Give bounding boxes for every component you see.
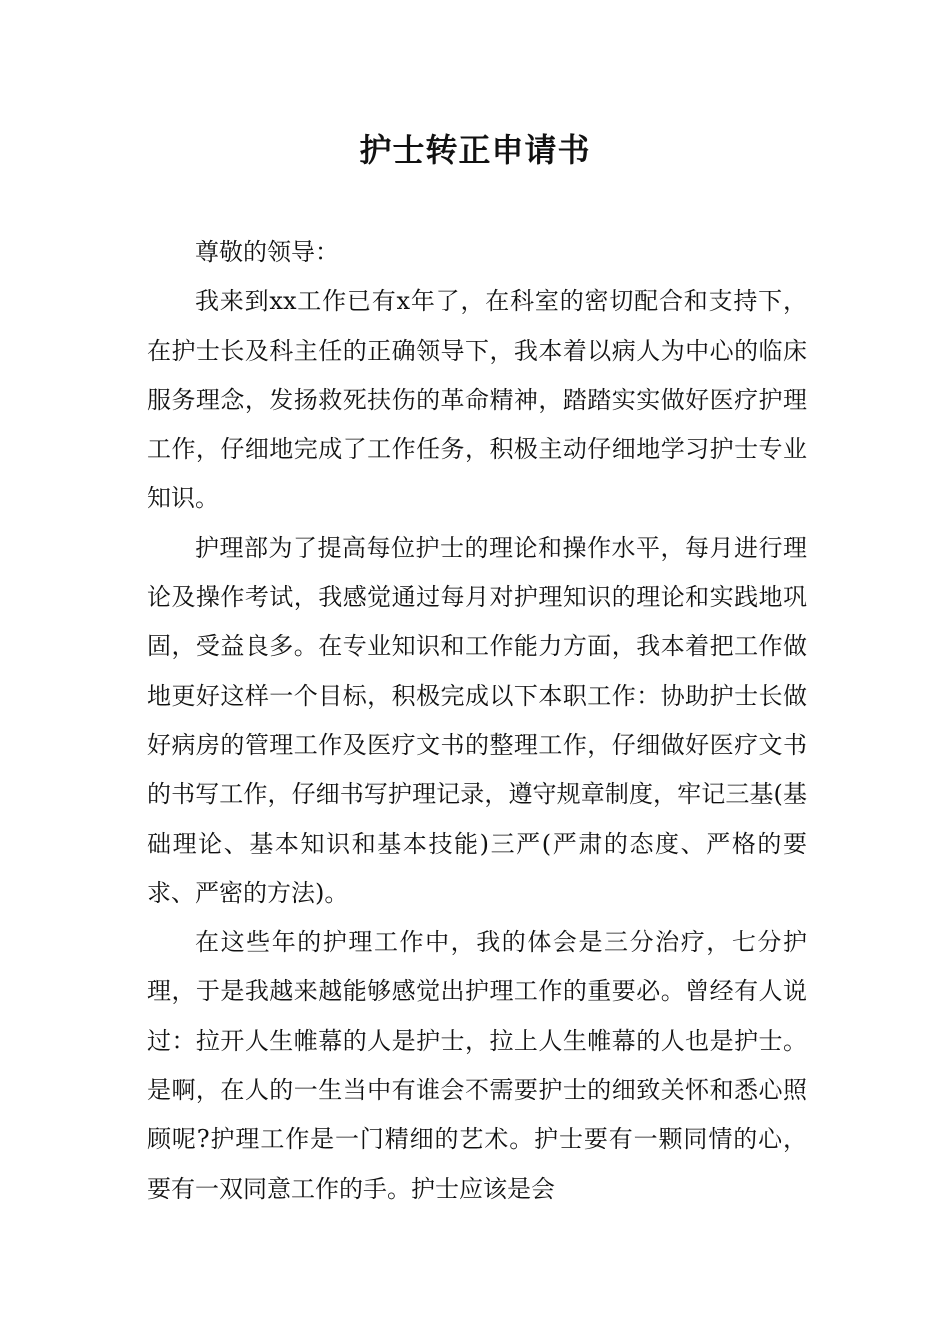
- salutation: 尊敬的领导：: [195, 238, 339, 266]
- document-title: 护士转正申请书: [359, 131, 591, 169]
- paragraph-3: 在这些年的护理工作中，我的体会是三分治疗，七分护理，于是我越来越能够感觉出护理工作的重要必。曾经有人说过：拉开人生帷幕的人是护士，拉上人生帷幕的人也是护士。是啊，在人的一生当中有谁会不需要护士的细致关怀和悉心照顾呢?护理工作是一门精细的艺术。护士要有一颗同情的心，要有一双同意工作的手。护士应该是会: [147, 928, 807, 1203]
- paragraph-1: 我来到xx工作已有x年了，在科室的密切配合和支持下，在护士长及科主任的正确领导下，我本着以病人为中心的临床服务理念，发扬救死扶伤的革命精神，踏踏实实做好医疗护理工作，仔细地完成了工作任务，积极主动仔细地学习护士专业知识。: [147, 287, 807, 513]
- paragraph-2: 护理部为了提高每位护士的理论和操作水平，每月进行理论及操作考试，我感觉通过每月对护理知识的理论和实践地巩固，受益良多。在专业知识和工作能力方面，我本着把工作做地更好这样一个目标，积极完成以下本职工作：协助护士长做好病房的管理工作及医疗文书的整理工作，仔细做好医疗文书的书写工作，仔细书写护理记录，遵守规章制度，牢记三基(基础理论、基本知识和基本技能)三严(严肃的态度、严格的要求、严密的方法)。: [147, 533, 807, 907]
- document-body: [147, 228, 807, 1214]
